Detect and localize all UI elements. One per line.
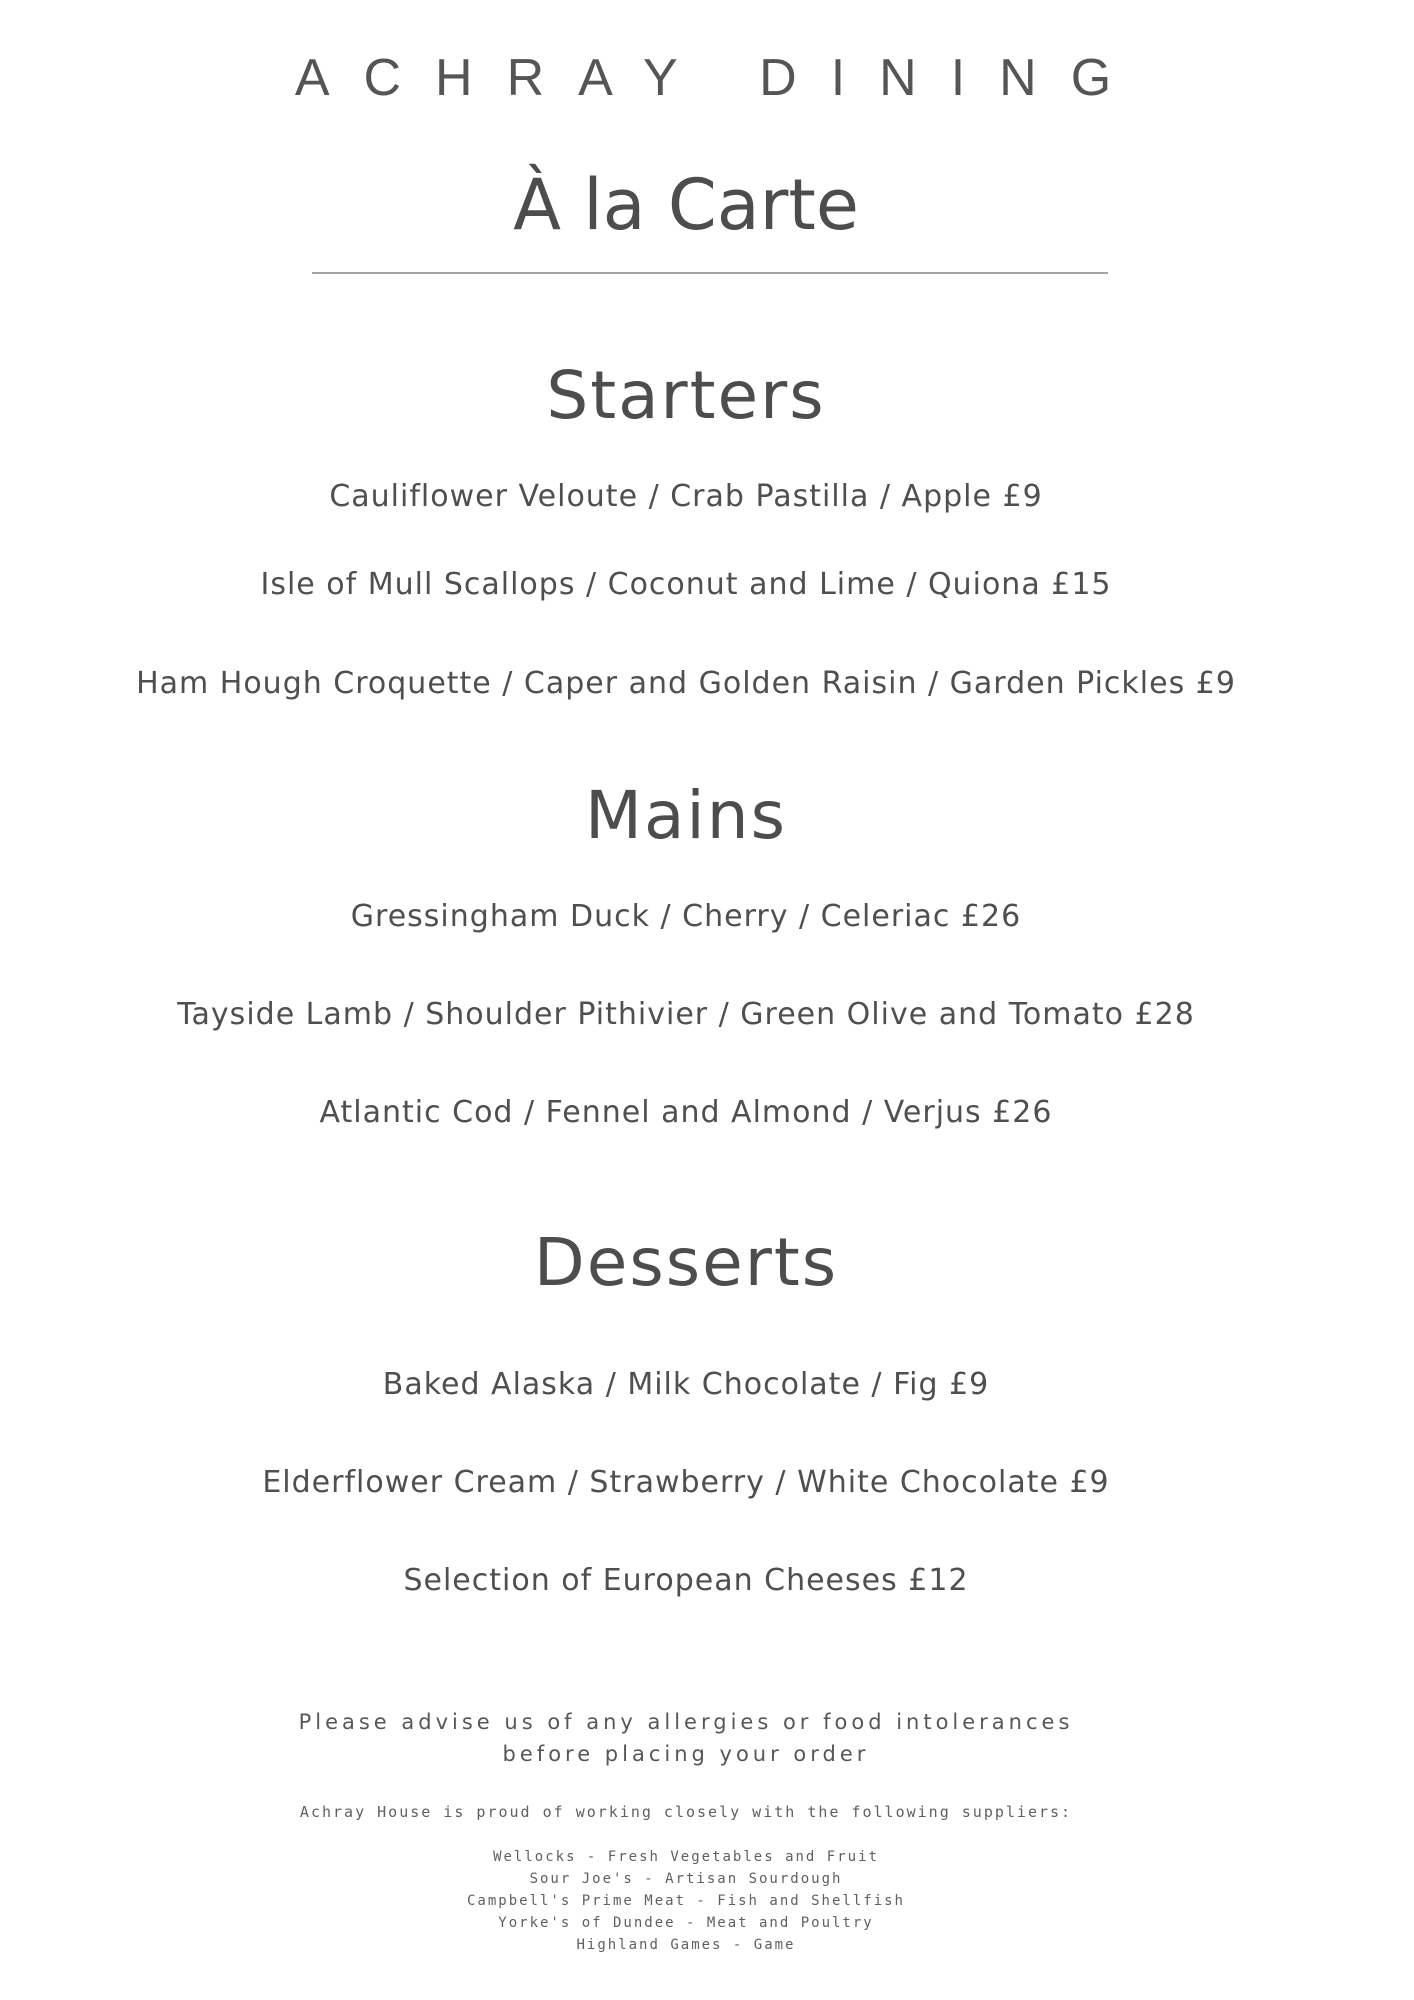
allergy-notice: before placing your order	[502, 1742, 870, 1766]
dish-item: Ham Hough Croquette / Caper and Golden Raisin / Garden Pickles £9	[136, 666, 1236, 701]
dish-item: Baked Alaska / Milk Chocolate / Fig £9	[382, 1367, 990, 1402]
supplier-item: Yorke's of Dundee - Meat and Poultry	[498, 1915, 874, 1931]
supplier-item: Sour Joe's - Artisan Sourdough	[529, 1871, 843, 1887]
dish-item: Isle of Mull Scallops / Coconut and Lime / Quiona £15	[260, 567, 1112, 602]
section-heading-mains: Mains	[585, 777, 787, 854]
brand-title: ACHRAY DINING	[294, 49, 1146, 107]
supplier-item: Highland Games - Game	[576, 1937, 796, 1953]
supplier-item: Campbell's Prime Meat - Fish and Shellfish	[466, 1893, 905, 1909]
suppliers-intro: Achray House is proud of working closely with the following suppliers:	[299, 1803, 1073, 1821]
title-divider	[312, 272, 1108, 274]
dish-item: Tayside Lamb / Shoulder Pithivier / Green Olive and Tomato £28	[177, 997, 1195, 1032]
dish-item: Elderflower Cream / Strawberry / White Chocolate £9	[262, 1465, 1110, 1500]
section-heading-starters: Starters	[546, 357, 826, 434]
dish-item: Selection of European Cheeses £12	[403, 1563, 969, 1598]
dish-item: Gressingham Duck / Cherry / Celeriac £26	[350, 899, 1022, 934]
dish-item: Atlantic Cod / Fennel and Almond / Verjus £26	[319, 1095, 1053, 1130]
section-heading-desserts: Desserts	[533, 1224, 839, 1301]
allergy-notice: Please advise us of any allergies or food intolerances	[298, 1710, 1074, 1734]
dish-item: Cauliflower Veloute / Crab Pastilla / Apple £9	[329, 479, 1043, 514]
supplier-item: Wellocks - Fresh Vegetables and Fruit	[493, 1849, 879, 1865]
menu-title: À la Carte	[513, 164, 859, 246]
